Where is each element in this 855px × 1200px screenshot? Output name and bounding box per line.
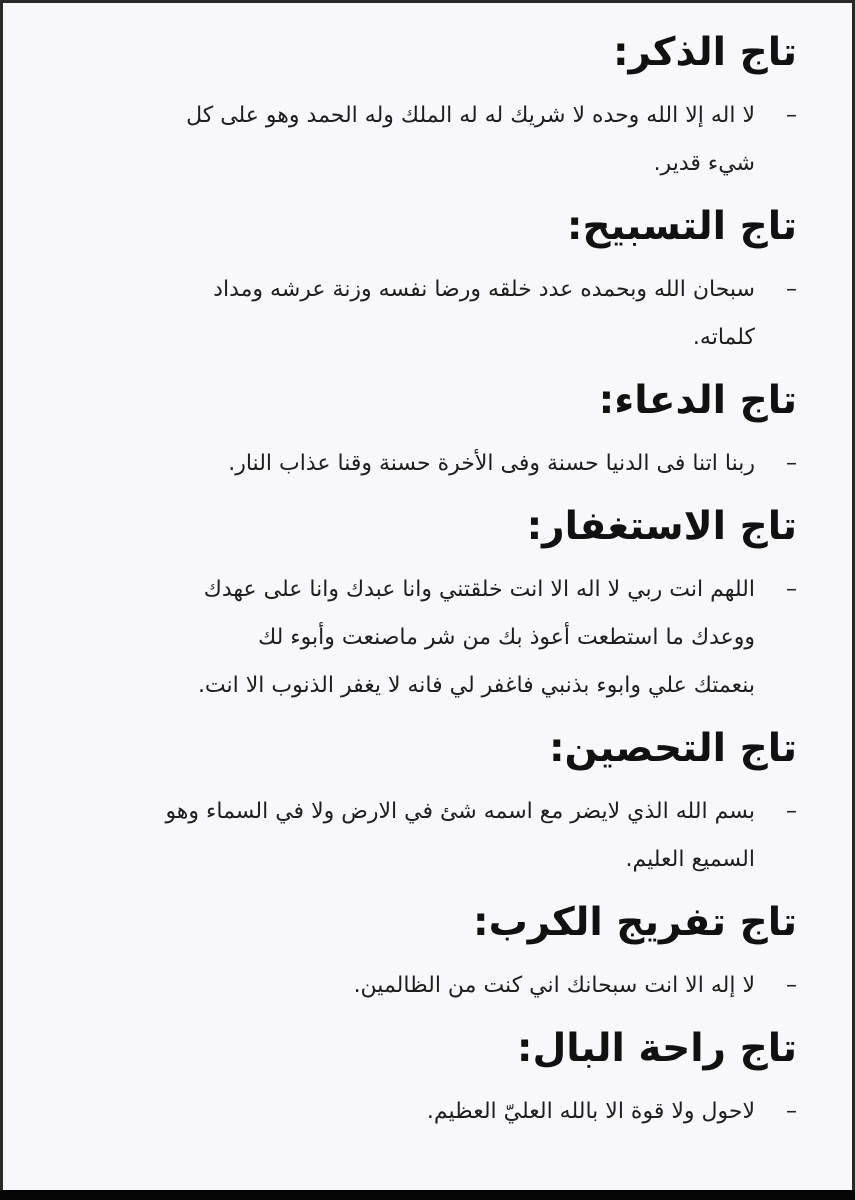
section-heading: تاج الذكر: — [612, 30, 797, 75]
text-line: شيء قدير. — [653, 151, 755, 176]
text-line: لا اله إلا الله وحده لا شريك له له الملك وله الحمد وهو على كل — [186, 103, 755, 128]
left-border — [0, 0, 3, 1190]
section-tasbih — [40, 196, 797, 362]
list-item — [40, 92, 797, 188]
section-heading: تاج التحصين: — [548, 726, 797, 771]
dash-bullet: – — [786, 577, 797, 602]
item-text — [40, 566, 755, 710]
item-text — [40, 788, 755, 884]
list-item — [40, 962, 797, 1010]
section-heading: تاج الاستغفار: — [526, 504, 797, 549]
item-text — [40, 92, 755, 188]
bottom-border — [0, 1190, 855, 1200]
text-line: لا إله الا انت سبحانك اني كنت من الظالمين. — [353, 973, 755, 998]
text-line: ربنا اتنا فى الدنيا حسنة وفى الأخرة حسنة وقنا عذاب النار. — [228, 451, 755, 476]
text-line: بسم الله الذي لايضر مع اسمه شئ في الارض ولا في السماء وهو — [165, 799, 755, 824]
list-item — [40, 566, 797, 710]
top-border — [0, 0, 855, 3]
text-line: سبحان الله وبحمده عدد خلقه ورضا نفسه وزنة عرشه ومداد — [213, 277, 755, 302]
section-tahseen — [40, 718, 797, 884]
list-item — [40, 440, 797, 488]
text-line: بنعمتك علي وابوء بذنبي فاغفر لي فانه لا يغفر الذنوب الا انت. — [197, 673, 755, 698]
section-heading: تاج راحة البال: — [516, 1026, 797, 1071]
item-text — [40, 962, 755, 1010]
dash-bullet: – — [786, 103, 797, 128]
text-line: ووعدك ما استطعت أعوذ بك من شر ماصنعت وأبوء لك — [258, 625, 755, 650]
item-text — [40, 440, 755, 488]
text-line: اللهم انت ربي لا اله الا انت خلقتني وانا عبدك وانا على عهدك — [203, 577, 755, 602]
dash-bullet: – — [786, 1099, 797, 1124]
dash-bullet: – — [786, 973, 797, 998]
section-heading: تاج تفريج الكرب: — [472, 900, 797, 945]
text-line: لاحول ولا قوة الا بالله العليّ العظيم. — [426, 1099, 755, 1124]
section-heading: تاج الدعاء: — [598, 378, 797, 423]
section-istighfar — [40, 496, 797, 710]
list-item — [40, 266, 797, 362]
item-text — [40, 1088, 755, 1136]
document-body — [40, 22, 797, 1144]
dash-bullet: – — [786, 799, 797, 824]
section-dua — [40, 370, 797, 488]
text-line: السميع العليم. — [625, 847, 755, 872]
item-text — [40, 266, 755, 362]
section-peace-of-mind — [40, 1018, 797, 1136]
text-line: كلماته. — [692, 325, 755, 350]
dash-bullet: – — [786, 451, 797, 476]
section-dhikr — [40, 22, 797, 188]
dash-bullet: – — [786, 277, 797, 302]
list-item — [40, 1088, 797, 1136]
list-item — [40, 788, 797, 884]
section-relief — [40, 892, 797, 1010]
section-heading: تاج التسبيح: — [566, 204, 797, 249]
